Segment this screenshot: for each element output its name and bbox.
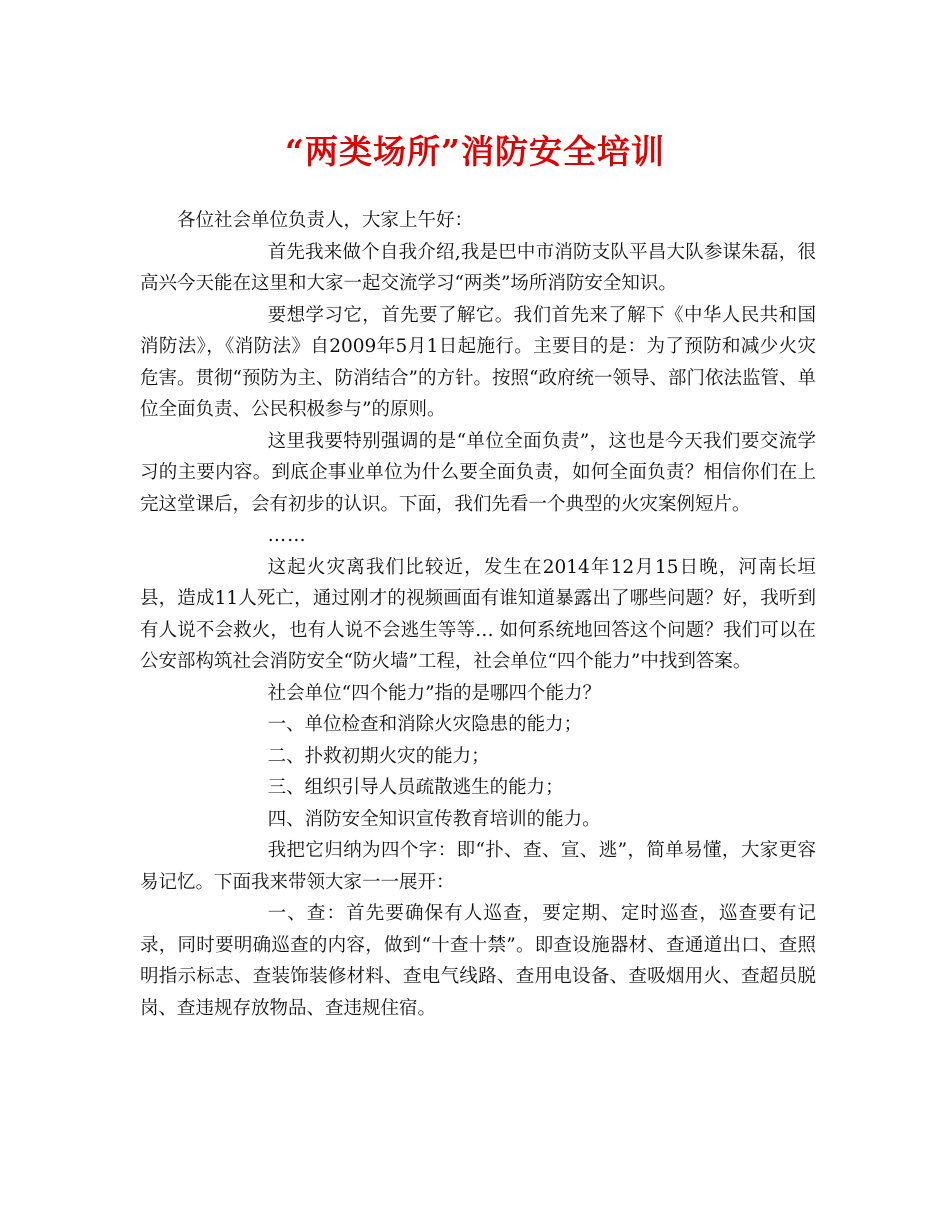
responsibility-paragraph: 这里我要特别强调的是“单位全面负责”，这也是今天我们要交流学习的主要内容。到底企事业单位为什么要全面负责，如何全面负责？相信你们在上完这堂课后，会有初步的认识。下面，我们先看一个典型的火灾案例短片。 <box>140 430 816 515</box>
ability-item-3: 三、组织引导人员疏散逃生的能力； <box>267 777 564 798</box>
document-body <box>140 205 816 1024</box>
ellipsis-paragraph: …… <box>267 525 307 546</box>
ability-item-1: 一、单位检查和消除火灾隐患的能力； <box>267 714 583 735</box>
document-title: “两类场所”消防安全培训 <box>285 132 665 171</box>
ability-item-4: 四、消防安全知识宣传教育培训的能力。 <box>267 808 601 830</box>
four-abilities-question: 社会单位“四个能力”指的是哪四个能力？ <box>267 682 602 704</box>
fire-case-paragraph: 这起火灾离我们比较近，发生在2014年12月15日晚，河南长垣县，造成11人死亡，通过刚才的视频画面有谁知道暴露出了哪些问题？好，我听到有人说不会救火，也有人说不会逃生等等… 如何系统地回答这个问题？我们可以在公安部构筑社会消防安全“防火墙”工程，社会单位“四个能力”中找到答案。 <box>140 556 816 672</box>
ability-item-2: 二、扑救初期火灾的能力； <box>267 745 490 767</box>
salutation-paragraph: 各位社会单位负责人，大家上午好： <box>177 210 474 231</box>
summary-paragraph: 我把它归纳为四个字：即“扑、查、宣、逃”，简单易懂，大家更容易记忆。下面我来带领大家一一展开： <box>140 840 816 893</box>
inspection-paragraph: 一、查：首先要确保有人巡查，要定期、定时巡查，巡查要有记录，同时要明确巡查的内容，做到“十查十禁”。即查设施器材、查通道出口、查照明指示标志、查装饰装修材料、查电气线路、查用电设备、查吸烟用火、查超员脱岗、查违规存放物品、查违规住宿。 <box>140 903 816 1019</box>
fire-law-paragraph: 要想学习它，首先要了解它。我们首先来了解下《中华人民共和国消防法》，《消防法》自2009年5月1日起施行。主要目的是：为了预防和减少火灾危害。贯彻“预防为主、防消结合”的方针。按照“政府统一领导、部门依法监管、单位全面负责、公民积极参与”的原则。 <box>140 304 816 420</box>
intro-paragraph: 首先我来做个自我介绍,我是巴中市消防支队平昌大队参谋朱磊，很高兴今天能在这里和大家一起交流学习“两类”场所消防安全知识。 <box>140 241 816 294</box>
